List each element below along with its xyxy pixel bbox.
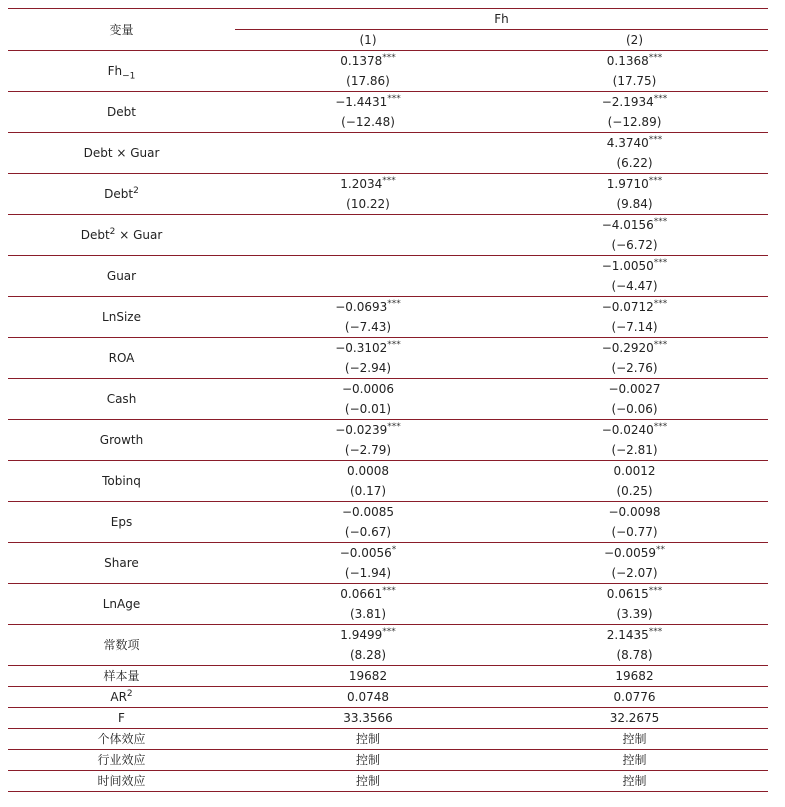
table-row	[8, 133, 768, 154]
summary-row	[8, 729, 768, 750]
summary-label	[8, 687, 235, 708]
summary-row	[8, 771, 768, 792]
variable-subscript: −1	[122, 71, 136, 82]
coefficient-col2	[501, 420, 768, 441]
summary-label	[8, 729, 235, 750]
summary-col1: 0.0748	[235, 687, 501, 708]
summary-rows	[8, 666, 768, 792]
column-2-header: (2)	[501, 30, 768, 51]
variable-cell	[8, 420, 235, 461]
coefficient-col2	[501, 174, 768, 195]
t-stat-col2: (17.75)	[501, 71, 768, 92]
summary-col2: 19682	[501, 666, 768, 687]
significance-stars: ***	[382, 586, 396, 596]
t-stat-col1: (−1.94)	[235, 563, 501, 584]
coefficient-value: −4.0156	[601, 218, 654, 232]
t-stat-col1: (17.86)	[235, 71, 501, 92]
significance-stars: ***	[648, 176, 663, 186]
t-stat-col2: (0.25)	[501, 481, 768, 502]
coefficient-col1	[235, 256, 501, 277]
variable-cell	[8, 502, 235, 543]
variable-name: Debt × Guar	[83, 146, 160, 160]
variable-name: Debt	[107, 105, 136, 119]
t-stat-col2: (−0.77)	[501, 522, 768, 543]
significance-stars: ***	[382, 627, 396, 637]
coefficient-col1	[235, 174, 501, 195]
t-stat-col2: (−0.06)	[501, 399, 768, 420]
table-row	[8, 51, 768, 72]
variable-cell	[8, 584, 235, 625]
table-row	[8, 256, 768, 277]
t-stat-col2: (−4.47)	[501, 276, 768, 297]
t-stat-col1: (−12.48)	[235, 112, 501, 133]
coefficient-col1	[235, 92, 501, 113]
t-stat-col1: (0.17)	[235, 481, 501, 502]
t-stat-col2: (−2.76)	[501, 358, 768, 379]
coefficient-col2	[501, 92, 768, 113]
variable-name: 行业效应	[97, 753, 146, 767]
variable-cell	[8, 543, 235, 584]
significance-stars: ***	[382, 53, 396, 63]
variable-name: 时间效应	[97, 774, 146, 788]
significance-stars: ***	[648, 627, 663, 637]
significance-stars: ***	[653, 217, 668, 227]
summary-col1: 控制	[235, 729, 501, 750]
coefficient-value: 0.1368	[606, 54, 649, 68]
coefficient-col2	[501, 543, 768, 564]
coefficient-value: 1.9710	[606, 177, 649, 191]
significance-stars: ***	[648, 586, 663, 596]
coefficient-value: −0.0006	[341, 382, 395, 396]
variable-name: Debt	[104, 187, 134, 201]
table-row	[8, 174, 768, 195]
coefficient-rows	[8, 51, 768, 666]
regression-table	[8, 8, 768, 792]
significance-stars: ***	[648, 53, 663, 63]
summary-row	[8, 666, 768, 687]
coefficient-col1	[235, 543, 501, 564]
variable-name: Fh	[107, 64, 123, 78]
coefficient-value: −1.0050	[601, 259, 654, 273]
t-stat-col2: (−12.89)	[501, 112, 768, 133]
t-stat-col1	[235, 276, 501, 297]
coefficient-value: −0.0239	[335, 423, 388, 437]
summary-label	[8, 666, 235, 687]
coefficient-col1	[235, 51, 501, 72]
coefficient-value: −0.0085	[341, 505, 395, 519]
table-row	[8, 338, 768, 359]
coefficient-value: 0.0008	[347, 464, 389, 478]
variable-superscript: 2	[133, 186, 139, 196]
significance-stars: ***	[653, 299, 668, 309]
coefficient-col2	[501, 256, 768, 277]
coefficient-col2	[501, 584, 768, 605]
table-row	[8, 297, 768, 318]
t-stat-col1	[235, 235, 501, 256]
t-stat-col2: (−7.14)	[501, 317, 768, 338]
significance-stars: ***	[387, 340, 401, 350]
coefficient-col1	[235, 133, 501, 154]
t-stat-col1	[235, 153, 501, 174]
t-stat-col1: (−2.94)	[235, 358, 501, 379]
coefficient-col1	[235, 420, 501, 441]
coefficient-value: 0.0012	[613, 464, 656, 478]
summary-col2: 控制	[501, 729, 768, 750]
coefficient-col2	[501, 625, 768, 646]
table-row	[8, 502, 768, 523]
coefficient-col1	[235, 502, 501, 523]
summary-row	[8, 708, 768, 729]
coefficient-value: 2.1435	[606, 628, 649, 642]
significance-stars: ***	[387, 422, 401, 432]
coefficient-col1	[235, 379, 501, 400]
table-row	[8, 625, 768, 646]
significance-stars: ***	[387, 94, 401, 104]
table-row	[8, 215, 768, 236]
table-row	[8, 92, 768, 113]
coefficient-value: −0.0240	[601, 423, 654, 437]
summary-col2: 0.0776	[501, 687, 768, 708]
variable-cell	[8, 133, 235, 174]
coefficient-value: 0.0615	[606, 587, 649, 601]
table-row	[8, 461, 768, 482]
dependent-variable-header: Fh	[235, 9, 768, 30]
variable-cell	[8, 625, 235, 666]
coefficient-value: 1.2034	[340, 177, 383, 191]
coefficient-col2	[501, 297, 768, 318]
significance-stars: ***	[382, 176, 396, 186]
variable-name-suffix: × Guar	[115, 228, 163, 242]
variable-name: Cash	[106, 392, 137, 406]
variable-name: LnSize	[102, 310, 141, 324]
coefficient-value: 4.3740	[606, 136, 649, 150]
coefficient-col2	[501, 338, 768, 359]
coefficient-col1	[235, 584, 501, 605]
significance-stars: **	[656, 545, 666, 555]
summary-col1: 33.3566	[235, 708, 501, 729]
coefficient-value: 0.0661	[340, 587, 383, 601]
coefficient-col1	[235, 215, 501, 236]
summary-col1: 控制	[235, 771, 501, 792]
table-row	[8, 584, 768, 605]
t-stat-col1: (−0.01)	[235, 399, 501, 420]
coefficient-value: −0.0693	[335, 300, 388, 314]
t-stat-col2: (9.84)	[501, 194, 768, 215]
variable-cell	[8, 338, 235, 379]
variable-name: Tobinq	[102, 474, 141, 488]
summary-col2: 控制	[501, 750, 768, 771]
significance-stars: ***	[653, 258, 668, 268]
coefficient-col2	[501, 51, 768, 72]
column-1-header: (1)	[235, 30, 501, 51]
significance-stars: ***	[653, 340, 668, 350]
t-stat-col1: (−7.43)	[235, 317, 501, 338]
summary-col1: 19682	[235, 666, 501, 687]
coefficient-col2	[501, 502, 768, 523]
variable-name: Share	[104, 556, 139, 570]
coefficient-value: −2.1934	[601, 95, 654, 109]
t-stat-col2: (6.22)	[501, 153, 768, 174]
coefficient-col2	[501, 461, 768, 482]
variable-name: Debt	[80, 228, 110, 242]
t-stat-col2: (8.78)	[501, 645, 768, 666]
table-row	[8, 543, 768, 564]
t-stat-col1: (−0.67)	[235, 522, 501, 543]
summary-label	[8, 750, 235, 771]
coefficient-value: −0.0027	[608, 382, 661, 396]
coefficient-col1	[235, 338, 501, 359]
variable-cell	[8, 215, 235, 256]
variable-name: ROA	[108, 351, 135, 365]
significance-stars: ***	[653, 94, 668, 104]
summary-col2: 控制	[501, 771, 768, 792]
summary-label	[8, 708, 235, 729]
coefficient-col2	[501, 133, 768, 154]
coefficient-value: −1.4431	[335, 95, 388, 109]
variable-cell	[8, 51, 235, 92]
variable-name: Growth	[99, 433, 144, 447]
summary-col1: 控制	[235, 750, 501, 771]
variable-superscript: 2	[109, 227, 116, 237]
variable-name: 样本量	[103, 669, 140, 683]
summary-label	[8, 771, 235, 792]
variable-name: AR	[110, 690, 127, 704]
coefficient-value: −0.3102	[335, 341, 388, 355]
significance-stars: ***	[648, 135, 663, 145]
table-row	[8, 420, 768, 441]
t-stat-col1: (3.81)	[235, 604, 501, 625]
variable-name: F	[118, 711, 125, 725]
variable-cell	[8, 379, 235, 420]
t-stat-col1: (10.22)	[235, 194, 501, 215]
t-stat-col2: (−2.81)	[501, 440, 768, 461]
variable-cell	[8, 256, 235, 297]
coefficient-value: −0.0712	[601, 300, 654, 314]
t-stat-col2: (−2.07)	[501, 563, 768, 584]
t-stat-col2: (3.39)	[501, 604, 768, 625]
variable-name: Eps	[110, 515, 133, 529]
t-stat-col1: (−2.79)	[235, 440, 501, 461]
coefficient-value: 0.1378	[340, 54, 383, 68]
coefficient-value: 1.9499	[340, 628, 383, 642]
variable-cell	[8, 174, 235, 215]
variable-header: 变量	[8, 9, 235, 51]
coefficient-col2	[501, 215, 768, 236]
variable-name: 常数项	[103, 638, 140, 652]
table-row	[8, 379, 768, 400]
coefficient-value: −0.0098	[608, 505, 661, 519]
variable-name: LnAge	[102, 597, 141, 611]
significance-stars: *	[391, 545, 397, 555]
coefficient-col1	[235, 297, 501, 318]
t-stat-col2: (−6.72)	[501, 235, 768, 256]
variable-cell	[8, 92, 235, 133]
coefficient-value: −0.0059	[603, 546, 657, 560]
variable-superscript: 2	[126, 689, 133, 699]
t-stat-col1: (8.28)	[235, 645, 501, 666]
coefficient-col1	[235, 461, 501, 482]
summary-row	[8, 750, 768, 771]
significance-stars: ***	[653, 422, 668, 432]
significance-stars: ***	[387, 299, 401, 309]
variable-cell	[8, 297, 235, 338]
variable-cell	[8, 461, 235, 502]
summary-row	[8, 687, 768, 708]
coefficient-value: −0.0056	[339, 546, 392, 560]
table-header	[8, 9, 768, 51]
summary-col2: 32.2675	[501, 708, 768, 729]
variable-name: 个体效应	[97, 732, 146, 746]
coefficient-value: −0.2920	[601, 341, 654, 355]
coefficient-col2	[501, 379, 768, 400]
coefficient-col1	[235, 625, 501, 646]
variable-name: Guar	[106, 269, 137, 283]
